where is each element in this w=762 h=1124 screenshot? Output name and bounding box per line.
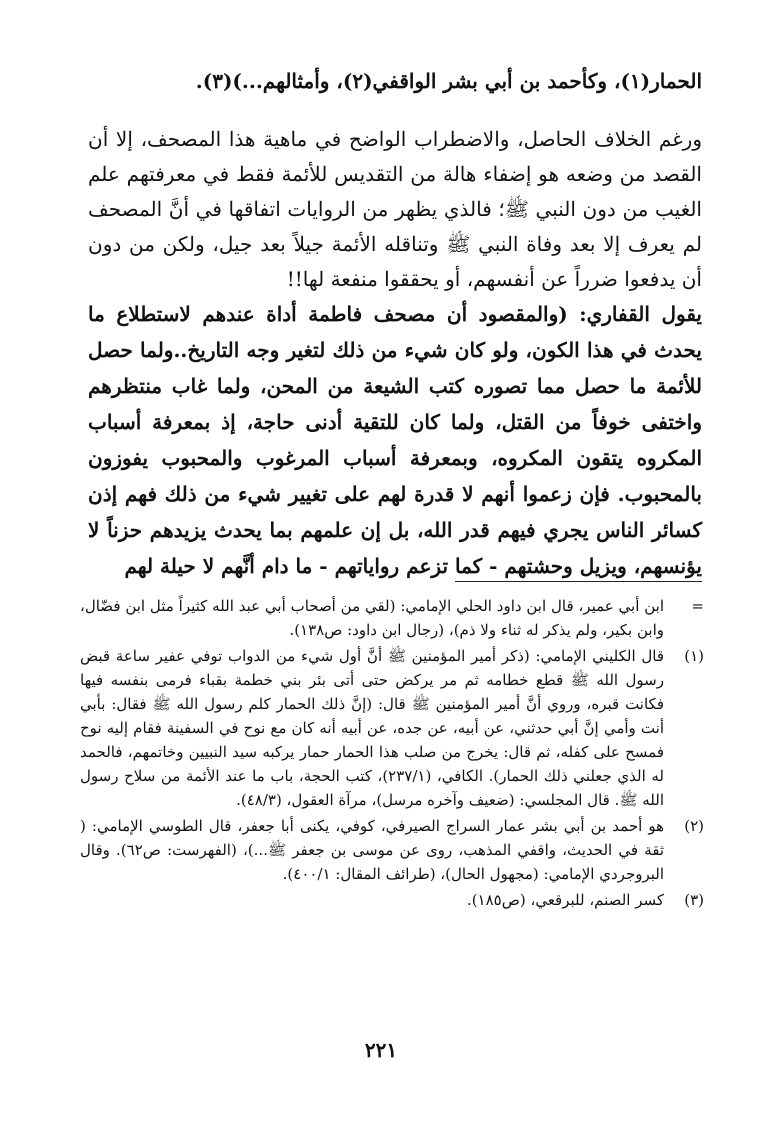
- footnotes: [80, 594, 704, 914]
- footnote-separator: [455, 581, 702, 582]
- footnote-mark: (١): [684, 647, 704, 665]
- footnote-text: قال الكليني الإمامي: (ذكر أمير المؤمنين ﷺ أنَّ أول شيء من الدواب توفي عفير ساعة قبض رسول الله ﷺ قطع خطامه ثم مر يركض حتى أتى بئر بني خطمة بقباء فرمى بنفسه فيها فكانت قبره، وروي أنَّ أمير المؤمنين ﷺ قال: (إنَّ ذلك الحمار كلم رسول الله ﷺ فقال: بأبي أنت وأمي إنَّ أبي حدثني، عن أبيه، عن جده، عن أبيه أنه كان مع نوح في السفينة فقام إليه نوح فمسح على كفله، ثم قال: يخرج من صلب هذا الحمار حمار يركبه سيد النبيين وخاتمهم، فالحمد له الذي جعلني ذلك الحمار). الكافي، (٢٣٧/١)، كتب الحجة، باب ما عند الأئمة من سلاح رسول الله ﷺ. قال المجلسي: (ضعيف وآخره مرسل)، مرآة العقول، (٤٨/٣).: [80, 647, 664, 809]
- opening-line: الحمار(١)، وكأحمد بن أبي بشر الواقفي(٢)، وأمثالهم...)(٣).: [195, 69, 702, 93]
- footnote-mark: (٢): [684, 817, 704, 835]
- footnote-3: [80, 888, 704, 912]
- footnote-2: [80, 814, 704, 886]
- footnote-text: كسر الصنم، للبرقعي، (ص١٨٥).: [466, 891, 664, 909]
- footnote-mark: =: [691, 597, 704, 615]
- page-number: ٢٢١: [364, 1038, 398, 1062]
- footnote-mark: (٣): [684, 891, 704, 909]
- footnote-continuation: [80, 594, 704, 642]
- paragraph-qaffari-quote: يقول القفاري: (والمقصود أن مصحف فاطمة أداة عندهم لاستطلاع ما يحدث في هذا الكون، ولو كان شيء من ذلك لتغير وجه التاريخ..ولما حصل للأئمة ما حصل مما تصوره كتب الشيعة من المحن، ولما غاب منتظرهم واختفى خوفاً من القتل، ولما كان للتقية أدنى حاجة، إذ بمعرفة أسباب المكروه يتقون المكروه، وبمعرفة أسباب المرغوب والمحبوب يفوزون بالمحبوب. فإن زعموا أنهم لا قدرة لهم على تغيير شيء من ذلك فهم إذن كسائر الناس يجري فيهم قدر الله، بل إن علمهم بما يحدث يزيدهم حزناً لا يؤنسهم، ويزيل وحشتهم - كما تزعم رواياتهم - ما دام أنَّهم لا حيلة لهم: [88, 302, 702, 578]
- paragraph-mushaf-intro: ورغم الخلاف الحاصل، والاضطراب الواضح في ماهية هذا المصحف، إلا أن القصد من وضعه هو إضفاء هالة من التقديس للأئمة فقط في معرفتهم علم الغيب من دون النبي ﷺ؛ فالذي يظهر من الروايات اتفاقها في أنَّ المصحف لم يعرف إلا بعد وفاة النبي ﷺ وتناقله الأئمة جيلاً بعد جيل، ولكن من دون أن يدفعوا ضرراً عن أنفسهم، أو يحققوا منفعة لها!!: [88, 127, 702, 291]
- footnote-text: هو أحمد بن أبي بشر عمار السراج الصيرفي، كوفي، يكنى أبا جعفر، قال الطوسي الإمامي: ( ثقة في الحديث، واقفي المذهب، روى عن موسى بن جعفر ﷺ...)، (الفهرست: ص٦٢). وقال البروجردي الإمامي: (مجهول الحال)، (طرائف المقال: ٤٠٠/١).: [80, 817, 664, 883]
- footnote-text: ابن أبي عمير، قال ابن داود الحلي الإمامي: (لقي من أصحاب أبي عبد الله كثيراً مثل ابن فضّال، وابن بكير، ولم يذكر له ثناء ولا ذم)، (رجال ابن داود: ص١٣٨).: [80, 597, 664, 639]
- footnote-1: [80, 644, 704, 812]
